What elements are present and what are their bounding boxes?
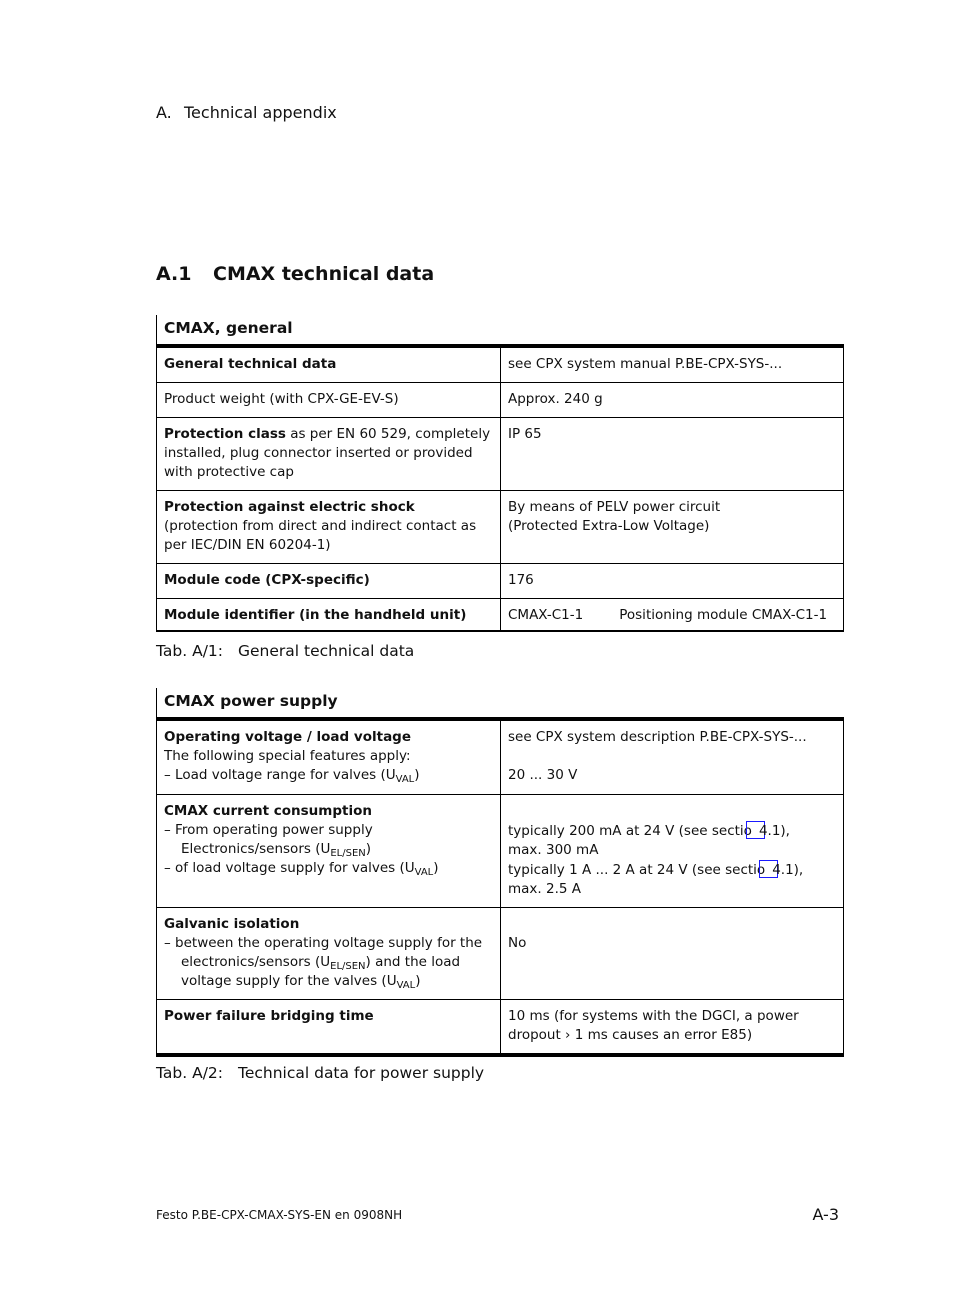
row-key-rest: (protection from direct and indirect contact as per IEC/DIN EN 60204-1)	[164, 518, 477, 553]
row-key-bold: Protection against electric shock	[164, 499, 415, 515]
table-row	[157, 795, 844, 908]
row-key: Power failure bridging time	[157, 1000, 501, 1056]
item-text: )	[414, 767, 420, 783]
item-text: ) and the load voltage supply for the valves (U	[181, 954, 461, 989]
value-line: (Protected Extra-Low Voltage)	[508, 518, 710, 534]
row-value	[501, 599, 844, 632]
table-row	[157, 346, 844, 383]
row-value: IP 65	[501, 418, 844, 491]
row-key	[157, 491, 501, 564]
item-subscript: VAL	[395, 774, 415, 785]
caption-text: General technical data	[238, 642, 415, 660]
value-line: 20 ... 30 V	[508, 767, 578, 783]
row-key-title: Operating voltage / load voltage	[164, 729, 411, 745]
item-text: – of load voltage supply for valves (U	[164, 860, 415, 876]
chapter-title: Technical appendix	[184, 103, 337, 122]
row-key-item	[164, 821, 493, 859]
table-caption	[156, 1064, 484, 1082]
caption-label: Tab. A/2:	[156, 1064, 224, 1082]
table-row	[157, 383, 844, 418]
row-key: General technical data	[157, 346, 501, 383]
table-row	[157, 491, 844, 564]
row-key-rest: as per EN 60 529, completely installed, plug connector inserted or provided with protective cap	[164, 426, 491, 480]
item-text: )	[415, 973, 421, 989]
row-key	[157, 418, 501, 491]
module-name: Positioning module CMAX-C1-1	[619, 607, 828, 623]
section-heading	[156, 263, 434, 285]
table-row	[157, 1000, 844, 1056]
section-title: CMAX technical data	[213, 263, 435, 285]
footer-text: Festo P.BE-CPX-CMAX-SYS-EN en 0908NH	[156, 1208, 403, 1222]
row-key-line: The following special features apply:	[164, 748, 411, 764]
item-subscript: EL/SEN	[330, 961, 366, 972]
row-value	[501, 795, 844, 908]
item-text: – between the operating voltage supply for the electronics/sensors (U	[164, 935, 483, 970]
chapter-number: A.	[156, 103, 172, 122]
item-text: – From operating power supply Electronics/sensors (U	[164, 822, 373, 857]
value-line	[508, 860, 836, 880]
row-key: Module identifier (in the handheld unit)	[157, 599, 501, 632]
caption-label: Tab. A/1:	[156, 642, 224, 660]
row-value: 176	[501, 564, 844, 599]
item-subscript: VAL	[396, 980, 416, 991]
row-value	[501, 719, 844, 795]
item-text: – Load voltage range for valves (U	[164, 767, 396, 783]
row-key: Product weight (with CPX-GE-EV-S)	[157, 383, 501, 418]
table-heading: CMAX, general	[157, 315, 844, 346]
caption-text: Technical data for power supply	[238, 1064, 485, 1082]
row-key-bold: Protection class	[164, 426, 286, 442]
table-row	[157, 719, 844, 795]
value-line: No	[508, 935, 527, 951]
table-caption	[156, 642, 414, 660]
row-value: see CPX system manual P.BE-CPX-SYS-...	[501, 346, 844, 383]
row-key	[157, 719, 501, 795]
item-subscript: EL/SEN	[330, 848, 366, 859]
item-text: )	[433, 860, 439, 876]
value-line: max. 2.5 A	[508, 881, 581, 897]
row-key	[157, 908, 501, 1000]
row-key-item	[164, 766, 493, 785]
row-key-item	[164, 934, 493, 991]
page-number: A-3	[812, 1205, 839, 1224]
table-row	[157, 564, 844, 599]
row-key: Module code (CPX-specific)	[157, 564, 501, 599]
chapter-heading	[156, 103, 337, 122]
item-text: )	[365, 841, 372, 857]
value-line: max. 300 mA	[508, 842, 599, 858]
power-supply-table	[156, 688, 844, 1057]
value-text: typically 200 mA at 24 V (see sectio	[508, 823, 752, 839]
row-value: 10 ms (for systems with the DGCI, a power dropout › 1 ms causes an error E85)	[501, 1000, 844, 1056]
row-value	[501, 908, 844, 1000]
value-line: see CPX system description P.BE-CPX-SYS-...	[508, 729, 807, 745]
value-text: 4.1),	[772, 862, 804, 878]
row-key-title: CMAX current consumption	[164, 803, 372, 819]
row-key-title: Galvanic isolation	[164, 916, 300, 932]
value-text: typically 1 A ... 2 A at 24 V (see sectio	[508, 862, 766, 878]
value-line: By means of PELV power circuit	[508, 499, 721, 515]
value-line	[508, 821, 836, 841]
table-row	[157, 908, 844, 1000]
row-value	[501, 491, 844, 564]
row-value: Approx. 240 g	[501, 383, 844, 418]
general-data-table	[156, 315, 844, 632]
row-key-item	[164, 859, 493, 878]
item-subscript: VAL	[414, 867, 434, 878]
section-number: A.1	[156, 263, 192, 285]
module-code: CMAX-C1-1	[508, 607, 584, 623]
value-text: 4.1),	[758, 823, 790, 839]
table-row	[157, 418, 844, 491]
table-heading: CMAX power supply	[157, 688, 844, 719]
table-row	[157, 599, 844, 632]
row-key	[157, 795, 501, 908]
